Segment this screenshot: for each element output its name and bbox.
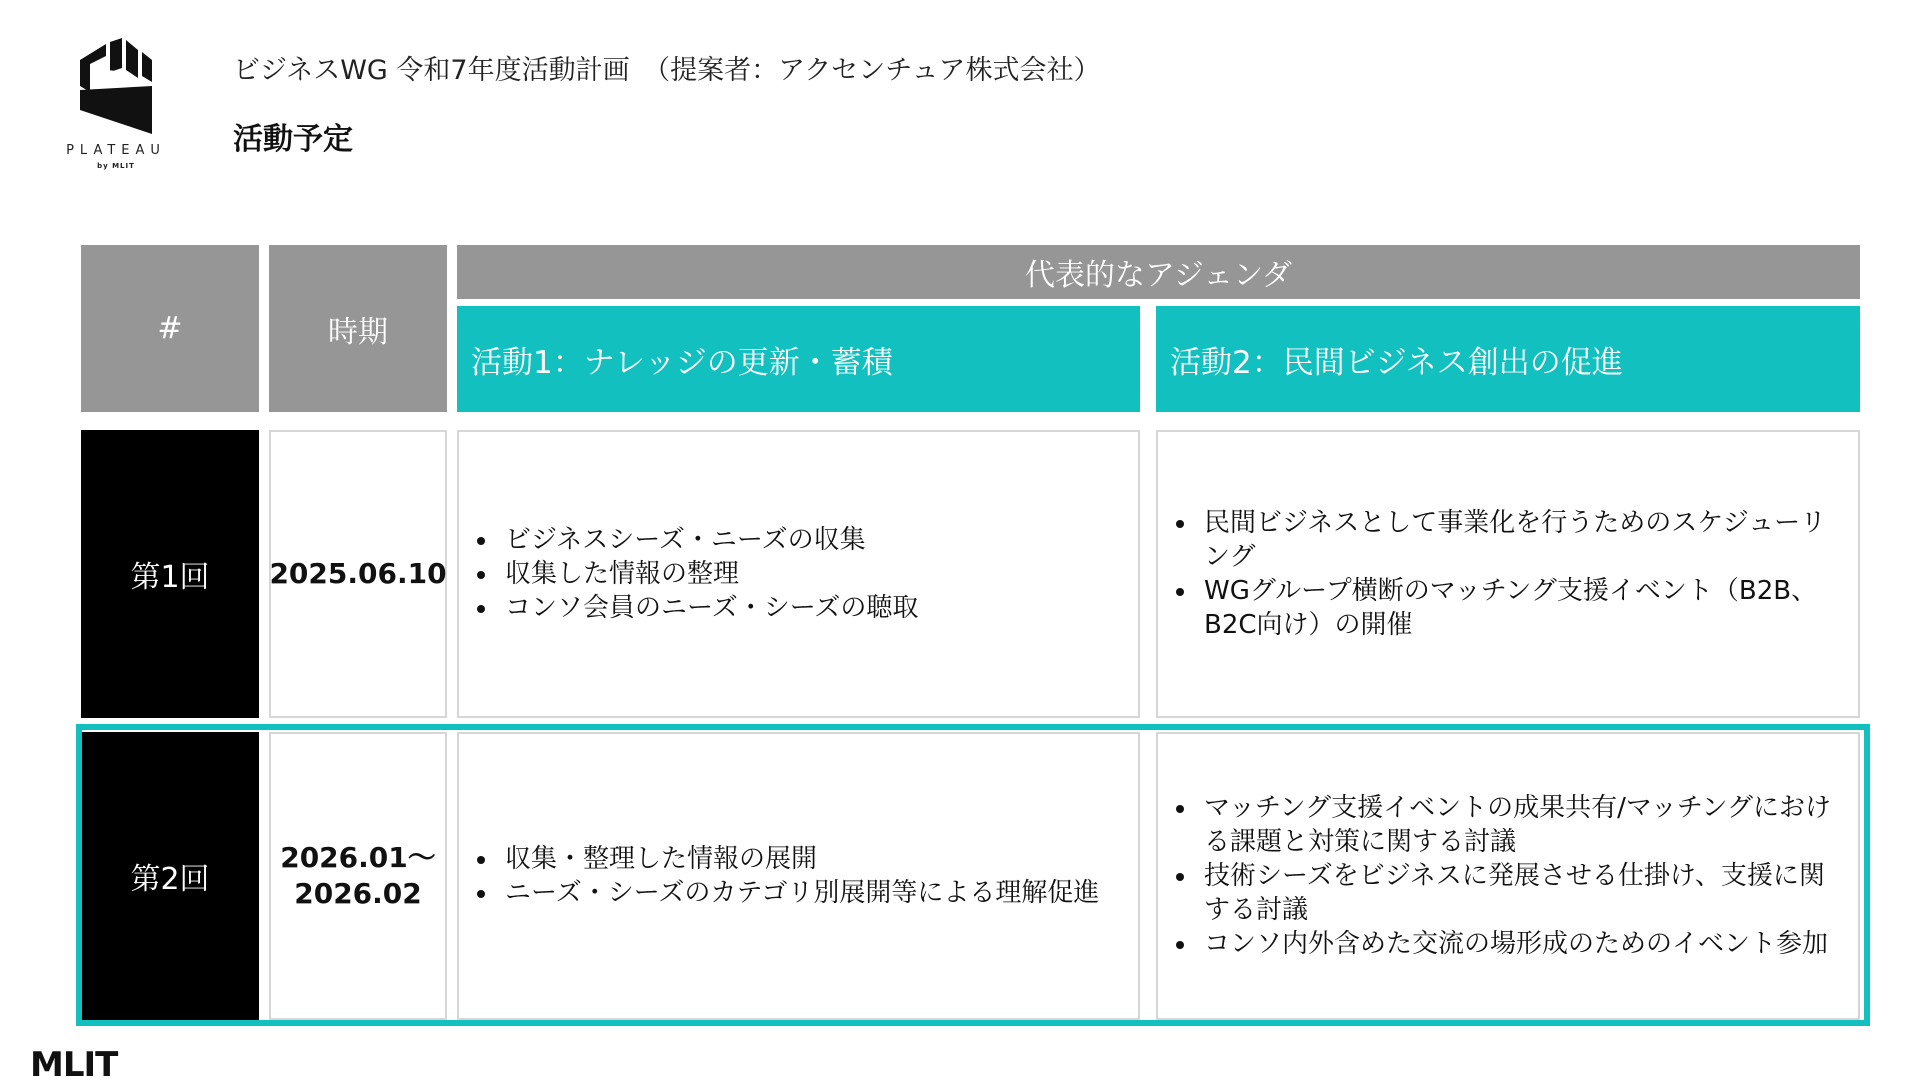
row1-date: 2025.06.10 — [269, 557, 447, 590]
list-item: 収集・整理した情報の展開 — [505, 842, 1138, 876]
header-agenda-label: 代表的なアジェンダ — [1025, 258, 1292, 293]
row1-activity2-list — [1158, 506, 1858, 642]
mlit-logo: MLIT — [30, 1045, 118, 1080]
page-title: 活動予定 — [233, 122, 353, 157]
row1-activity2-cell — [1156, 430, 1860, 718]
header-number-label: # — [157, 311, 183, 346]
list-item: 民間ビジネスとして事業化を行うためのスケジューリング — [1204, 506, 1844, 574]
row2-date-end: 2026.02 — [294, 877, 422, 910]
row1-label-cell — [81, 430, 259, 718]
header-title: ビジネスWG 令和7年度活動計画 （提案者：アクセンチュア株式会社） — [233, 55, 1101, 86]
header-activity2-label: 活動2：民間ビジネス創出の促進 — [1170, 344, 1623, 381]
plateau-subtext: by MLIT — [97, 162, 135, 170]
list-item: ニーズ・シーズのカテゴリ別展開等による理解促進 — [505, 876, 1138, 910]
row1-label: 第1回 — [130, 560, 210, 595]
header-number — [81, 245, 259, 412]
row1-activity1-list — [459, 523, 1138, 625]
header-agenda — [457, 245, 1860, 299]
row2-activity2-list — [1158, 791, 1858, 961]
row1-date-cell — [269, 430, 447, 718]
list-item: 技術シーズをビジネスに発展させる仕掛け、支援に関する討議 — [1204, 859, 1844, 927]
row2-activity1-list — [459, 842, 1138, 910]
row1-activity1-cell — [457, 430, 1140, 718]
row2-activity2-cell — [1156, 732, 1860, 1020]
list-item: 収集した情報の整理 — [505, 557, 1138, 591]
header-period-label: 時期 — [328, 314, 388, 350]
list-item: WGグループ横断のマッチング支援イベント（B2B、B2C向け）の開催 — [1204, 574, 1844, 642]
row2-date-cell — [269, 732, 447, 1020]
list-item: コンソ会員のニーズ・シーズの聴取 — [505, 591, 1138, 625]
plateau-wordmark: PLATEAU — [66, 143, 166, 158]
header-activity2 — [1156, 306, 1860, 412]
row2-date-start: 2026.01～ — [280, 841, 436, 874]
plateau-logo — [52, 38, 180, 178]
list-item: ビジネスシーズ・ニーズの収集 — [505, 523, 1138, 557]
row2-label: 第2回 — [130, 862, 210, 897]
row2-label-cell — [81, 732, 259, 1020]
plateau-cube-icon — [76, 38, 156, 138]
row2-activity1-cell — [457, 732, 1140, 1020]
header-period — [269, 245, 447, 412]
list-item: マッチング支援イベントの成果共有/マッチングにおける課題と対策に関する討議 — [1204, 791, 1844, 859]
header-activity1-label: 活動1：ナレッジの更新・蓄積 — [471, 344, 893, 381]
list-item: コンソ内外含めた交流の場形成のためのイベント参加 — [1204, 927, 1844, 961]
header-activity1 — [457, 306, 1140, 412]
